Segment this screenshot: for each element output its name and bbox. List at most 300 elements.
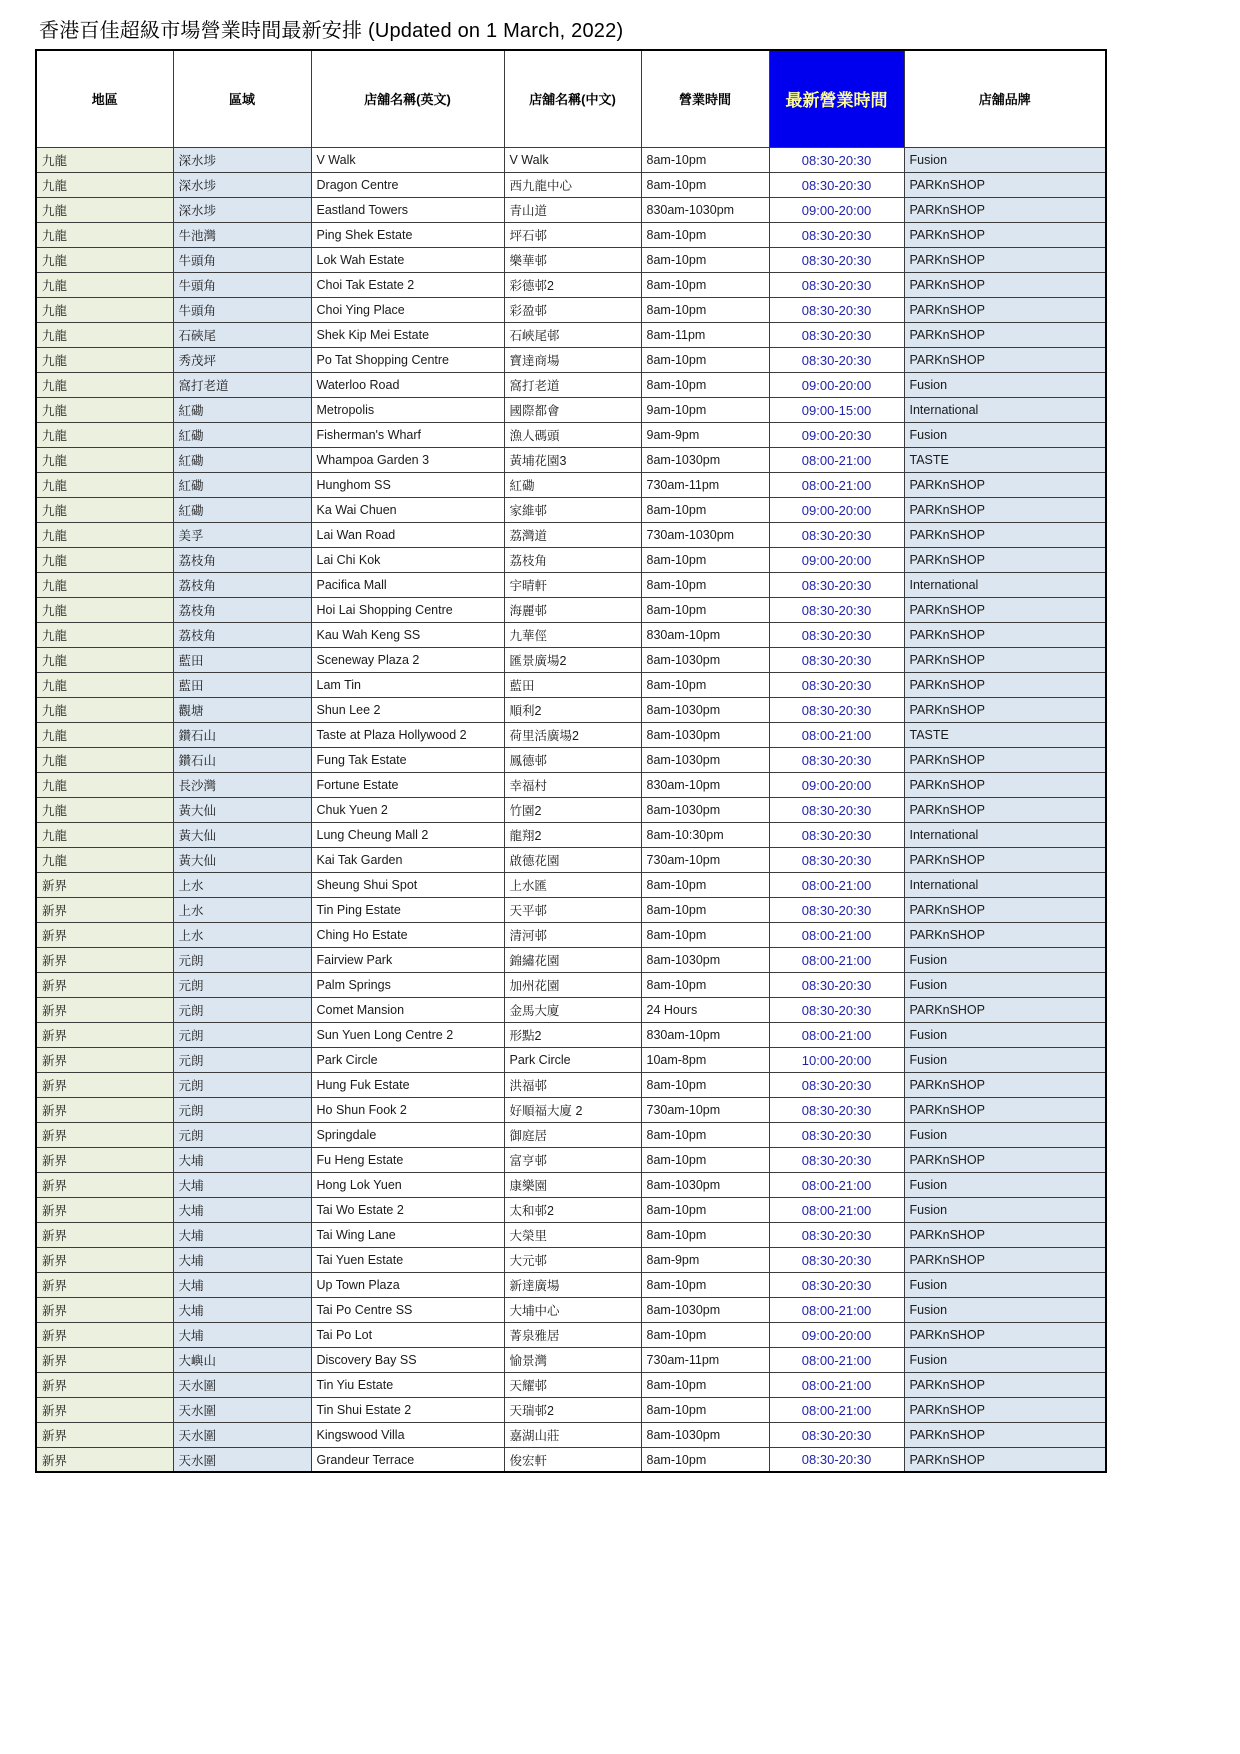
cell-hours: 730am-10pm bbox=[641, 847, 769, 872]
table-row bbox=[36, 797, 1106, 822]
cell-latest-hours: 09:00-20:00 bbox=[769, 1322, 904, 1347]
cell-store-name-en: Fortune Estate bbox=[311, 772, 504, 797]
cell-latest-hours: 08:00-21:00 bbox=[769, 1197, 904, 1222]
cell-district: 天水圍 bbox=[173, 1372, 311, 1397]
cell-store-name-zh: 順利2 bbox=[504, 697, 641, 722]
table-row bbox=[36, 222, 1106, 247]
cell-region: 九龍 bbox=[36, 347, 173, 372]
cell-store-name-zh: 康樂園 bbox=[504, 1172, 641, 1197]
cell-hours: 8am-10pm bbox=[641, 1222, 769, 1247]
cell-store-name-zh: 國際都會 bbox=[504, 397, 641, 422]
column-header-district: 區域 bbox=[173, 50, 311, 147]
cell-hours: 8am-1030pm bbox=[641, 747, 769, 772]
cell-hours: 8am-10pm bbox=[641, 1147, 769, 1172]
cell-store-name-en: Sun Yuen Long Centre 2 bbox=[311, 1022, 504, 1047]
cell-region: 新界 bbox=[36, 1272, 173, 1297]
cell-hours: 8am-10pm bbox=[641, 172, 769, 197]
cell-latest-hours: 08:30-20:30 bbox=[769, 897, 904, 922]
cell-latest-hours: 09:00-20:00 bbox=[769, 197, 904, 222]
cell-store-name-zh: 樂華邨 bbox=[504, 247, 641, 272]
header-row bbox=[36, 50, 1106, 147]
cell-hours: 8am-10pm bbox=[641, 247, 769, 272]
cell-brand: PARKnSHOP bbox=[904, 197, 1106, 222]
cell-hours: 8am-10pm bbox=[641, 1372, 769, 1397]
cell-store-name-en: Ping Shek Estate bbox=[311, 222, 504, 247]
table-row bbox=[36, 172, 1106, 197]
cell-hours: 9am-9pm bbox=[641, 422, 769, 447]
cell-region: 九龍 bbox=[36, 847, 173, 872]
cell-store-name-zh: 加州花園 bbox=[504, 972, 641, 997]
cell-store-name-zh: 富亨邨 bbox=[504, 1147, 641, 1172]
store-hours-table bbox=[35, 49, 1107, 1473]
table-row bbox=[36, 1372, 1106, 1397]
cell-brand: PARKnSHOP bbox=[904, 747, 1106, 772]
cell-latest-hours: 08:00-21:00 bbox=[769, 947, 904, 972]
cell-district: 黃大仙 bbox=[173, 847, 311, 872]
cell-region: 九龍 bbox=[36, 372, 173, 397]
cell-region: 新界 bbox=[36, 1172, 173, 1197]
cell-district: 牛頭角 bbox=[173, 247, 311, 272]
cell-region: 新界 bbox=[36, 1297, 173, 1322]
cell-store-name-zh: 荔枝角 bbox=[504, 547, 641, 572]
column-header-store-name-en: 店舖名稱(英文) bbox=[311, 50, 504, 147]
cell-brand: PARKnSHOP bbox=[904, 697, 1106, 722]
cell-region: 新界 bbox=[36, 1322, 173, 1347]
cell-district: 秀茂坪 bbox=[173, 347, 311, 372]
cell-latest-hours: 08:30-20:30 bbox=[769, 747, 904, 772]
cell-brand: Fusion bbox=[904, 422, 1106, 447]
cell-district: 牛頭角 bbox=[173, 297, 311, 322]
table-row bbox=[36, 597, 1106, 622]
cell-region: 九龍 bbox=[36, 547, 173, 572]
table-row bbox=[36, 1397, 1106, 1422]
cell-store-name-zh: 西九龍中心 bbox=[504, 172, 641, 197]
cell-store-name-en: Eastland Towers bbox=[311, 197, 504, 222]
table-row bbox=[36, 1272, 1106, 1297]
cell-region: 新界 bbox=[36, 1447, 173, 1472]
cell-hours: 8am-10pm bbox=[641, 872, 769, 897]
cell-hours: 9am-10pm bbox=[641, 397, 769, 422]
cell-latest-hours: 08:00-21:00 bbox=[769, 472, 904, 497]
cell-brand: PARKnSHOP bbox=[904, 1247, 1106, 1272]
cell-store-name-zh: 海麗邨 bbox=[504, 597, 641, 622]
table-row bbox=[36, 197, 1106, 222]
cell-latest-hours: 08:30-20:30 bbox=[769, 322, 904, 347]
cell-latest-hours: 08:30-20:30 bbox=[769, 222, 904, 247]
cell-latest-hours: 08:30-20:30 bbox=[769, 347, 904, 372]
cell-store-name-zh: 上水匯 bbox=[504, 872, 641, 897]
cell-region: 新界 bbox=[36, 1122, 173, 1147]
cell-district: 牛頭角 bbox=[173, 272, 311, 297]
cell-region: 九龍 bbox=[36, 772, 173, 797]
cell-district: 上水 bbox=[173, 872, 311, 897]
cell-brand: PARKnSHOP bbox=[904, 597, 1106, 622]
cell-store-name-zh: 匯景廣場2 bbox=[504, 647, 641, 672]
cell-region: 九龍 bbox=[36, 822, 173, 847]
table-row bbox=[36, 272, 1106, 297]
cell-latest-hours: 08:30-20:30 bbox=[769, 172, 904, 197]
cell-hours: 8am-10pm bbox=[641, 1322, 769, 1347]
cell-region: 九龍 bbox=[36, 522, 173, 547]
cell-brand: PARKnSHOP bbox=[904, 272, 1106, 297]
cell-store-name-en: Hunghom SS bbox=[311, 472, 504, 497]
table-row bbox=[36, 722, 1106, 747]
cell-district: 元朗 bbox=[173, 1122, 311, 1147]
cell-district: 元朗 bbox=[173, 997, 311, 1022]
cell-region: 九龍 bbox=[36, 472, 173, 497]
table-row bbox=[36, 447, 1106, 472]
cell-brand: International bbox=[904, 822, 1106, 847]
cell-store-name-zh: 大埔中心 bbox=[504, 1297, 641, 1322]
cell-store-name-en: Shek Kip Mei Estate bbox=[311, 322, 504, 347]
cell-hours: 8am-10pm bbox=[641, 347, 769, 372]
table-row bbox=[36, 647, 1106, 672]
cell-store-name-en: Hoi Lai Shopping Centre bbox=[311, 597, 504, 622]
table-row bbox=[36, 947, 1106, 972]
cell-store-name-zh: 形點2 bbox=[504, 1022, 641, 1047]
table-row bbox=[36, 472, 1106, 497]
cell-store-name-en: Ching Ho Estate bbox=[311, 922, 504, 947]
cell-store-name-zh: 天耀邨 bbox=[504, 1372, 641, 1397]
cell-store-name-zh: 大榮里 bbox=[504, 1222, 641, 1247]
cell-district: 元朗 bbox=[173, 972, 311, 997]
cell-store-name-zh: Park Circle bbox=[504, 1047, 641, 1072]
cell-brand: TASTE bbox=[904, 722, 1106, 747]
cell-brand: Fusion bbox=[904, 1047, 1106, 1072]
cell-store-name-zh: 漁人碼頭 bbox=[504, 422, 641, 447]
column-header-latest-hours: 最新營業時間 bbox=[769, 50, 904, 147]
cell-district: 深水埗 bbox=[173, 172, 311, 197]
cell-region: 九龍 bbox=[36, 622, 173, 647]
cell-store-name-en: Chuk Yuen 2 bbox=[311, 797, 504, 822]
cell-district: 觀塘 bbox=[173, 697, 311, 722]
cell-hours: 8am-1030pm bbox=[641, 697, 769, 722]
table-row bbox=[36, 922, 1106, 947]
cell-store-name-en: Metropolis bbox=[311, 397, 504, 422]
cell-hours: 8am-1030pm bbox=[641, 1297, 769, 1322]
table-row bbox=[36, 822, 1106, 847]
cell-hours: 8am-10pm bbox=[641, 972, 769, 997]
cell-hours: 830am-10pm bbox=[641, 1022, 769, 1047]
cell-store-name-zh: 九華俓 bbox=[504, 622, 641, 647]
cell-store-name-en: Lung Cheung Mall 2 bbox=[311, 822, 504, 847]
cell-district: 長沙灣 bbox=[173, 772, 311, 797]
cell-brand: Fusion bbox=[904, 1022, 1106, 1047]
cell-latest-hours: 08:30-20:30 bbox=[769, 147, 904, 172]
cell-district: 荔枝角 bbox=[173, 597, 311, 622]
cell-store-name-en: Discovery Bay SS bbox=[311, 1347, 504, 1372]
cell-latest-hours: 08:30-20:30 bbox=[769, 972, 904, 997]
cell-brand: Fusion bbox=[904, 947, 1106, 972]
cell-store-name-en: Po Tat Shopping Centre bbox=[311, 347, 504, 372]
table-row bbox=[36, 672, 1106, 697]
cell-brand: PARKnSHOP bbox=[904, 1097, 1106, 1122]
cell-hours: 8am-1030pm bbox=[641, 722, 769, 747]
cell-district: 上水 bbox=[173, 897, 311, 922]
cell-district: 天水圍 bbox=[173, 1397, 311, 1422]
cell-brand: PARKnSHOP bbox=[904, 672, 1106, 697]
cell-store-name-zh: 鳳德邨 bbox=[504, 747, 641, 772]
cell-region: 新界 bbox=[36, 1347, 173, 1372]
table-row bbox=[36, 1122, 1106, 1147]
cell-store-name-zh: 天瑞邨2 bbox=[504, 1397, 641, 1422]
cell-hours: 8am-10pm bbox=[641, 597, 769, 622]
table-row bbox=[36, 697, 1106, 722]
cell-store-name-zh: 紅磡 bbox=[504, 472, 641, 497]
cell-latest-hours: 08:30-20:30 bbox=[769, 297, 904, 322]
cell-brand: Fusion bbox=[904, 1347, 1106, 1372]
cell-hours: 8am-10pm bbox=[641, 222, 769, 247]
cell-hours: 8am-10pm bbox=[641, 1272, 769, 1297]
cell-brand: PARKnSHOP bbox=[904, 897, 1106, 922]
cell-region: 新界 bbox=[36, 1422, 173, 1447]
cell-district: 大嶼山 bbox=[173, 1347, 311, 1372]
cell-hours: 8am-10pm bbox=[641, 1197, 769, 1222]
cell-region: 九龍 bbox=[36, 797, 173, 822]
cell-district: 元朗 bbox=[173, 947, 311, 972]
cell-region: 九龍 bbox=[36, 147, 173, 172]
cell-region: 九龍 bbox=[36, 672, 173, 697]
cell-hours: 8am-10:30pm bbox=[641, 822, 769, 847]
cell-hours: 24 Hours bbox=[641, 997, 769, 1022]
cell-latest-hours: 08:30-20:30 bbox=[769, 1272, 904, 1297]
cell-brand: PARKnSHOP bbox=[904, 247, 1106, 272]
cell-brand: PARKnSHOP bbox=[904, 547, 1106, 572]
cell-brand: PARKnSHOP bbox=[904, 647, 1106, 672]
cell-latest-hours: 08:00-21:00 bbox=[769, 722, 904, 747]
cell-district: 上水 bbox=[173, 922, 311, 947]
table-row bbox=[36, 1197, 1106, 1222]
table-row bbox=[36, 747, 1106, 772]
cell-district: 窩打老道 bbox=[173, 372, 311, 397]
cell-brand: Fusion bbox=[904, 372, 1106, 397]
cell-latest-hours: 08:30-20:30 bbox=[769, 1122, 904, 1147]
cell-district: 荔枝角 bbox=[173, 622, 311, 647]
table-row bbox=[36, 1047, 1106, 1072]
cell-region: 新界 bbox=[36, 872, 173, 897]
cell-region: 九龍 bbox=[36, 397, 173, 422]
cell-store-name-en: Lai Wan Road bbox=[311, 522, 504, 547]
table-row bbox=[36, 622, 1106, 647]
table-row bbox=[36, 772, 1106, 797]
cell-store-name-zh: 新達廣場 bbox=[504, 1272, 641, 1297]
cell-brand: PARKnSHOP bbox=[904, 1447, 1106, 1472]
cell-hours: 8am-10pm bbox=[641, 497, 769, 522]
cell-brand: PARKnSHOP bbox=[904, 297, 1106, 322]
cell-store-name-en: Tin Shui Estate 2 bbox=[311, 1397, 504, 1422]
cell-latest-hours: 08:00-21:00 bbox=[769, 1347, 904, 1372]
cell-brand: PARKnSHOP bbox=[904, 997, 1106, 1022]
cell-district: 黃大仙 bbox=[173, 822, 311, 847]
cell-store-name-zh: 好順福大廈 2 bbox=[504, 1097, 641, 1122]
cell-store-name-en: Hong Lok Yuen bbox=[311, 1172, 504, 1197]
cell-store-name-zh: 家維邨 bbox=[504, 497, 641, 522]
cell-region: 新界 bbox=[36, 1072, 173, 1097]
cell-latest-hours: 08:30-20:30 bbox=[769, 1247, 904, 1272]
cell-district: 元朗 bbox=[173, 1022, 311, 1047]
cell-brand: PARKnSHOP bbox=[904, 1397, 1106, 1422]
cell-store-name-en: Taste at Plaza Hollywood 2 bbox=[311, 722, 504, 747]
cell-store-name-en: Lok Wah Estate bbox=[311, 247, 504, 272]
cell-store-name-en: Fisherman's Wharf bbox=[311, 422, 504, 447]
cell-brand: PARKnSHOP bbox=[904, 347, 1106, 372]
cell-latest-hours: 08:30-20:30 bbox=[769, 697, 904, 722]
cell-hours: 10am-8pm bbox=[641, 1047, 769, 1072]
table-row bbox=[36, 1247, 1106, 1272]
cell-hours: 730am-10pm bbox=[641, 1097, 769, 1122]
cell-store-name-zh: 荷里活廣場2 bbox=[504, 722, 641, 747]
cell-store-name-zh: 啟德花園 bbox=[504, 847, 641, 872]
cell-store-name-en: Lam Tin bbox=[311, 672, 504, 697]
cell-latest-hours: 09:00-15:00 bbox=[769, 397, 904, 422]
cell-hours: 8am-10pm bbox=[641, 297, 769, 322]
table-row bbox=[36, 872, 1106, 897]
cell-latest-hours: 08:30-20:30 bbox=[769, 272, 904, 297]
column-header-hours: 營業時間 bbox=[641, 50, 769, 147]
cell-store-name-en: Pacifica Mall bbox=[311, 572, 504, 597]
cell-region: 九龍 bbox=[36, 272, 173, 297]
cell-region: 新界 bbox=[36, 1247, 173, 1272]
cell-store-name-zh: 寶達商場 bbox=[504, 347, 641, 372]
column-header-brand: 店舖品牌 bbox=[904, 50, 1106, 147]
cell-latest-hours: 08:00-21:00 bbox=[769, 1397, 904, 1422]
cell-brand: PARKnSHOP bbox=[904, 322, 1106, 347]
cell-latest-hours: 08:30-20:30 bbox=[769, 797, 904, 822]
cell-district: 深水埗 bbox=[173, 147, 311, 172]
cell-store-name-zh: 洪福邨 bbox=[504, 1072, 641, 1097]
cell-hours: 8am-10pm bbox=[641, 922, 769, 947]
cell-hours: 8am-10pm bbox=[641, 1397, 769, 1422]
cell-latest-hours: 08:00-21:00 bbox=[769, 1372, 904, 1397]
cell-brand: Fusion bbox=[904, 1297, 1106, 1322]
cell-hours: 8am-10pm bbox=[641, 1122, 769, 1147]
cell-store-name-zh: 大元邨 bbox=[504, 1247, 641, 1272]
cell-brand: PARKnSHOP bbox=[904, 772, 1106, 797]
cell-hours: 830am-10pm bbox=[641, 772, 769, 797]
table-row bbox=[36, 572, 1106, 597]
cell-store-name-zh: 竹園2 bbox=[504, 797, 641, 822]
cell-region: 九龍 bbox=[36, 572, 173, 597]
cell-region: 九龍 bbox=[36, 597, 173, 622]
cell-region: 新界 bbox=[36, 1047, 173, 1072]
cell-brand: PARKnSHOP bbox=[904, 522, 1106, 547]
cell-store-name-zh: 嘉湖山莊 bbox=[504, 1422, 641, 1447]
cell-brand: PARKnSHOP bbox=[904, 847, 1106, 872]
cell-brand: PARKnSHOP bbox=[904, 472, 1106, 497]
cell-region: 新界 bbox=[36, 922, 173, 947]
cell-store-name-en: V Walk bbox=[311, 147, 504, 172]
cell-brand: PARKnSHOP bbox=[904, 497, 1106, 522]
cell-store-name-zh: 彩盈邨 bbox=[504, 297, 641, 322]
cell-latest-hours: 08:30-20:30 bbox=[769, 1422, 904, 1447]
cell-hours: 730am-11pm bbox=[641, 1347, 769, 1372]
cell-store-name-en: Grandeur Terrace bbox=[311, 1447, 504, 1472]
table-row bbox=[36, 847, 1106, 872]
table-row bbox=[36, 1222, 1106, 1247]
table-row bbox=[36, 1147, 1106, 1172]
cell-hours: 8am-1030pm bbox=[641, 947, 769, 972]
table-row bbox=[36, 1097, 1106, 1122]
table-row bbox=[36, 497, 1106, 522]
cell-store-name-zh: 荔灣道 bbox=[504, 522, 641, 547]
cell-district: 元朗 bbox=[173, 1072, 311, 1097]
table-body bbox=[36, 147, 1106, 1472]
cell-region: 新界 bbox=[36, 1397, 173, 1422]
cell-store-name-en: Waterloo Road bbox=[311, 372, 504, 397]
cell-brand: TASTE bbox=[904, 447, 1106, 472]
cell-latest-hours: 08:30-20:30 bbox=[769, 1097, 904, 1122]
cell-district: 大埔 bbox=[173, 1197, 311, 1222]
cell-hours: 8am-10pm bbox=[641, 897, 769, 922]
page-title: 香港百佳超級市場營業時間最新安排 (Updated on 1 March, 2022) bbox=[39, 20, 624, 42]
cell-region: 九龍 bbox=[36, 322, 173, 347]
cell-latest-hours: 10:00-20:00 bbox=[769, 1047, 904, 1072]
cell-store-name-en: Comet Mansion bbox=[311, 997, 504, 1022]
cell-latest-hours: 08:30-20:30 bbox=[769, 572, 904, 597]
cell-region: 九龍 bbox=[36, 497, 173, 522]
cell-hours: 8am-10pm bbox=[641, 572, 769, 597]
cell-store-name-en: Ka Wai Chuen bbox=[311, 497, 504, 522]
cell-district: 藍田 bbox=[173, 647, 311, 672]
cell-hours: 8am-10pm bbox=[641, 272, 769, 297]
cell-store-name-en: Kingswood Villa bbox=[311, 1422, 504, 1447]
cell-latest-hours: 08:00-21:00 bbox=[769, 1297, 904, 1322]
cell-store-name-en: Fairview Park bbox=[311, 947, 504, 972]
cell-store-name-en: Kau Wah Keng SS bbox=[311, 622, 504, 647]
table-row bbox=[36, 997, 1106, 1022]
table-row bbox=[36, 1422, 1106, 1447]
cell-store-name-zh: 青山道 bbox=[504, 197, 641, 222]
cell-district: 牛池灣 bbox=[173, 222, 311, 247]
cell-brand: Fusion bbox=[904, 1172, 1106, 1197]
cell-region: 新界 bbox=[36, 897, 173, 922]
cell-store-name-zh: 藍田 bbox=[504, 672, 641, 697]
cell-district: 紅磡 bbox=[173, 447, 311, 472]
table-row bbox=[36, 1022, 1106, 1047]
cell-brand: PARKnSHOP bbox=[904, 797, 1106, 822]
cell-district: 元朗 bbox=[173, 1097, 311, 1122]
cell-hours: 830am-10pm bbox=[641, 622, 769, 647]
cell-store-name-zh: 龍翔2 bbox=[504, 822, 641, 847]
cell-brand: Fusion bbox=[904, 1122, 1106, 1147]
table-row bbox=[36, 1447, 1106, 1472]
cell-store-name-zh: 清河邨 bbox=[504, 922, 641, 947]
cell-district: 深水埗 bbox=[173, 197, 311, 222]
cell-hours: 8am-1030pm bbox=[641, 647, 769, 672]
cell-brand: PARKnSHOP bbox=[904, 1322, 1106, 1347]
cell-store-name-en: Fu Heng Estate bbox=[311, 1147, 504, 1172]
cell-brand: PARKnSHOP bbox=[904, 222, 1106, 247]
table-row bbox=[36, 372, 1106, 397]
cell-region: 九龍 bbox=[36, 447, 173, 472]
cell-hours: 8am-10pm bbox=[641, 372, 769, 397]
cell-brand: PARKnSHOP bbox=[904, 1072, 1106, 1097]
cell-latest-hours: 09:00-20:00 bbox=[769, 497, 904, 522]
cell-hours: 8am-1030pm bbox=[641, 1422, 769, 1447]
cell-store-name-zh: 御庭居 bbox=[504, 1122, 641, 1147]
cell-hours: 8am-1030pm bbox=[641, 797, 769, 822]
cell-latest-hours: 09:00-20:30 bbox=[769, 422, 904, 447]
table-row bbox=[36, 397, 1106, 422]
cell-region: 九龍 bbox=[36, 197, 173, 222]
cell-region: 新界 bbox=[36, 1222, 173, 1247]
cell-latest-hours: 08:30-20:30 bbox=[769, 247, 904, 272]
cell-brand: International bbox=[904, 572, 1106, 597]
cell-hours: 8am-11pm bbox=[641, 322, 769, 347]
table-row bbox=[36, 1072, 1106, 1097]
cell-store-name-zh: 天平邨 bbox=[504, 897, 641, 922]
table-row bbox=[36, 422, 1106, 447]
